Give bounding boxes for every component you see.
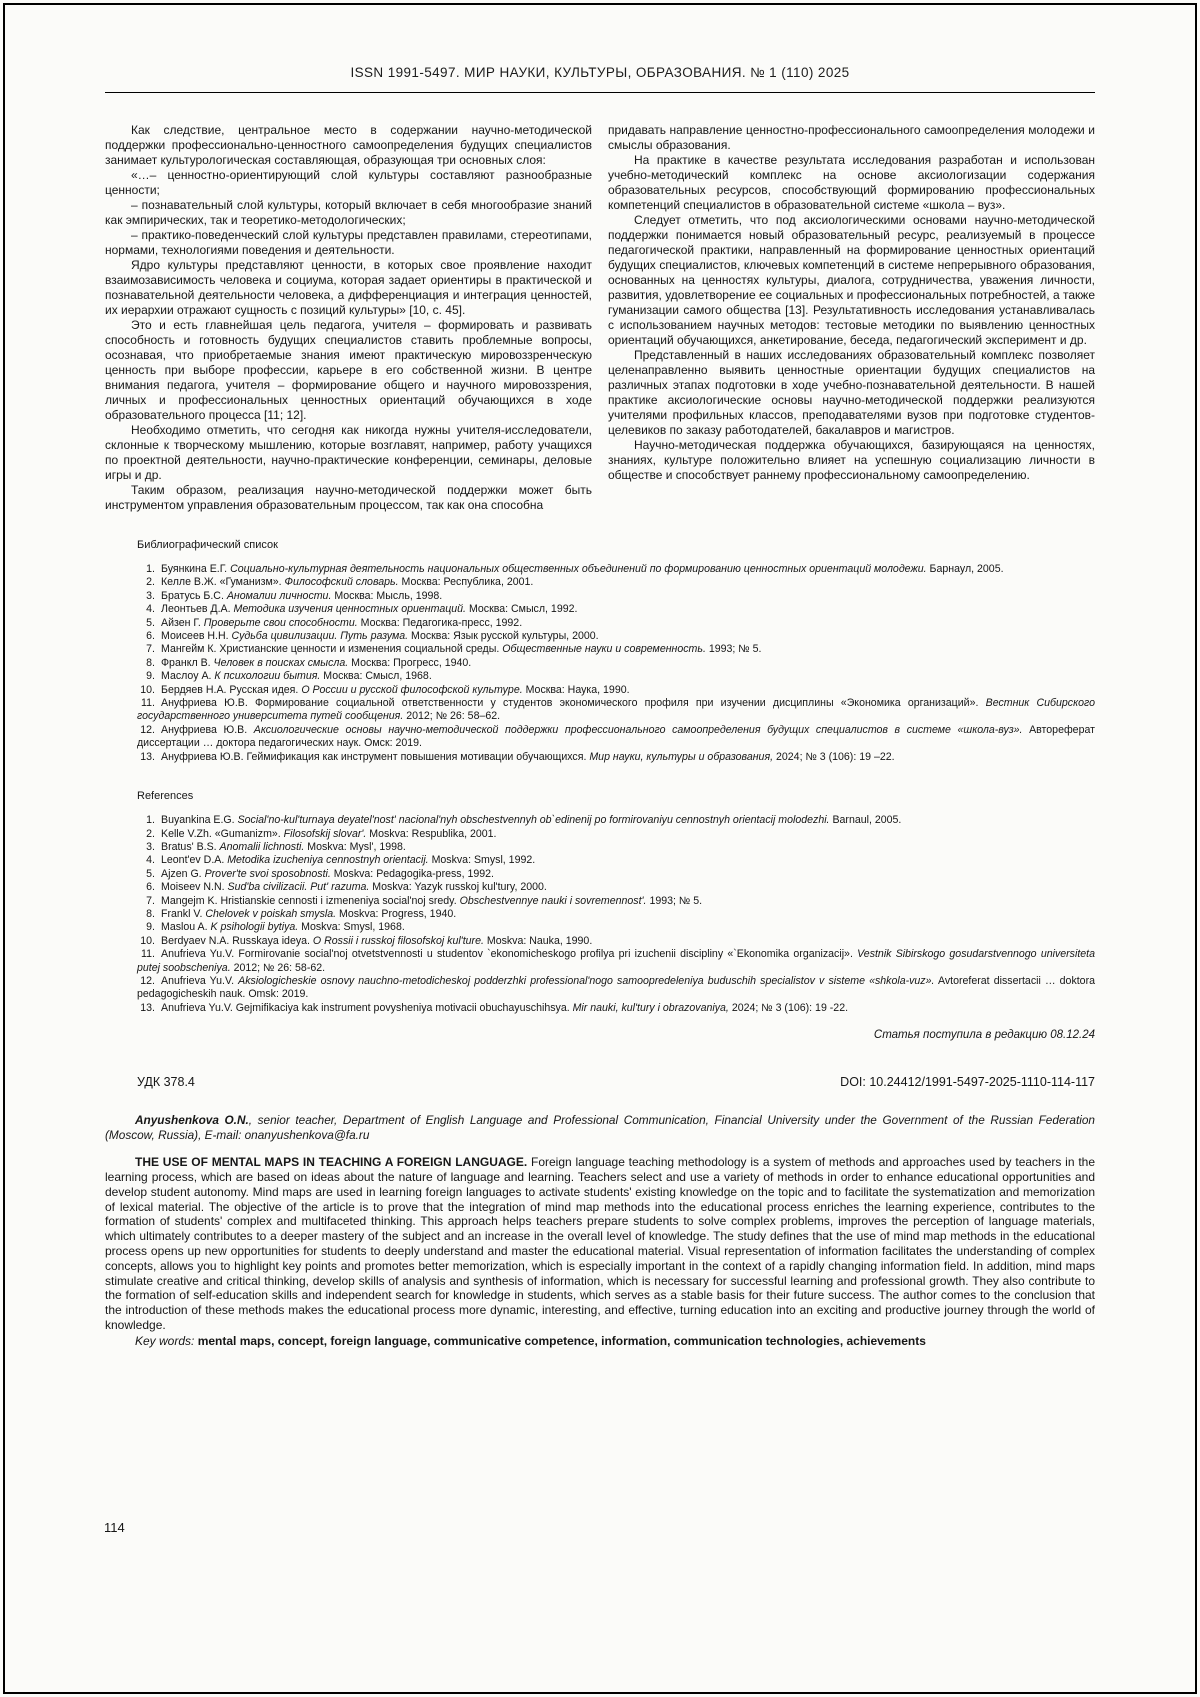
text-segment: Mir nauki, kul'tury i obrazovaniya, <box>572 1001 729 1014</box>
bibliography-item <box>137 684 1095 697</box>
reference-item <box>137 814 1095 827</box>
paragraph: Научно-методическая поддержка обучающихся, базирующаяся на ценностях, знаниях, культуре положительно влияет на успешную социализацию личности в обществе и способствует раннему профессиональному самоопределению. <box>608 438 1095 482</box>
bibliography-item <box>137 670 1095 683</box>
text-segment: K psihologii bytiya. <box>210 921 299 934</box>
reference-item <box>137 921 1095 934</box>
text-segment: Москва: Прогресс, 1940. <box>348 656 472 669</box>
text-segment: 2024; № 3 (106): 19 -22. <box>728 1001 849 1014</box>
text-segment: Моисеев Н.Н. <box>161 630 232 643</box>
item-number: 8. <box>146 907 155 920</box>
references-list <box>137 814 1095 1015</box>
text-segment: Leont'ev D.A. <box>161 854 228 867</box>
paragraph: На практике в качестве результата исследования разработан и использован учебно-методический комплекс на основе аксиологизации содержания образовательных ресурсов, способствующий формированию профессиональных компетенций специалистов в образовательной системе «школа – вуз». <box>608 153 1095 212</box>
reference-item <box>137 908 1095 921</box>
item-number: 2. <box>146 827 155 840</box>
text-segment: О России и русской философской культуре. <box>301 683 523 696</box>
reference-item <box>137 948 1095 975</box>
paragraph: – познавательный слой культуры, который включает в себя многообразие знаний как эмпирических, так и теоретико-методологических; <box>105 198 592 227</box>
item-number: 11. <box>141 948 155 961</box>
right-column <box>608 123 1095 513</box>
reference-item <box>137 1002 1095 1015</box>
text-segment: Anyushenkova O.N. <box>135 1113 249 1128</box>
text-segment: mental maps, concept, foreign language, communicative competence, information, communication technologies, achievements <box>197 1333 926 1348</box>
item-text <box>161 657 471 669</box>
author-info <box>105 1113 1095 1142</box>
reference-item <box>137 841 1095 854</box>
text-segment: 2024; № 3 (106): 19 –22. <box>773 750 895 763</box>
text-segment: Общественные науки и современность. <box>502 643 706 656</box>
page-content <box>105 0 1095 1349</box>
text-segment: Судьба цивилизации. Путь разума. <box>231 630 409 643</box>
paragraph: Следует отметить, что под аксиологическими основами научно-методической поддержки понимается новый образовательный ресурс, реализуемый в процессе педагогической практики, направленный на формирование ценностных ориентаций будущих специалистов, ключевых компетенций в системе непрерывного образования, основанных на ценностях культуры, диалога, сотрудничества, уважения личности, развития, удовлетворение ее социальных и профессиональных потребностей, а также гуманизации самого общества [13]. Результативность исследования устанавливалась с использованием научных методов: тестовые методики по выявлению ценностных ориентаций обучающихся, анкетирование, беседа, педагогический эксперимент и др. <box>608 213 1095 347</box>
text-segment: Avtoreferat dissertacii … doktora pedagogicheskih nauk. Omsk: 2019. <box>137 974 1095 1001</box>
item-number: 13. <box>140 1001 155 1014</box>
text-segment: Aksiologicheskie osnovy nauchno-metodicheskoj podderzhki professional'nogo samoopredeleniya buduschih specialistov v sisteme «shkola-vuz». <box>238 974 935 987</box>
text-segment: Айзен Г. <box>161 616 204 629</box>
paragraph: – практико-поведенческий слой культуры представлен правилами, стереотипами, нормами, технологиями поведения и деятельности. <box>105 228 592 257</box>
text-segment: Методика изучения ценностных ориентаций. <box>233 603 467 616</box>
item-number: 13. <box>140 750 155 763</box>
text-segment: Франкл В. <box>161 656 214 669</box>
text-segment: Anufrieva Yu.V. Formirovanie social'noj otvetstvennosti u studentov `ekonomicheskogo profilya pri izuchenii discipliny «`Ekonomika organizacij». <box>161 948 858 961</box>
text-segment: Metodika izucheniya cennostnyh orientacij. <box>227 854 429 867</box>
item-number: 3. <box>146 589 155 602</box>
text-segment: Мангейм К. Христианские ценности и изменения социальной среды. <box>161 643 503 656</box>
item-text <box>161 895 702 907</box>
bibliography-list <box>137 563 1095 764</box>
bibliography-item <box>137 751 1095 764</box>
item-number: 11. <box>141 697 155 710</box>
text-segment: Moskva: Mysl', 1998. <box>304 840 406 853</box>
text-segment: Барнаул, 2005. <box>926 563 1004 575</box>
text-segment: Bratus' B.S. <box>161 840 220 853</box>
item-text <box>161 868 494 880</box>
item-text <box>161 854 535 866</box>
item-text <box>161 617 522 629</box>
paragraph: придавать направление ценностно-профессионального самоопределения молодежи и смыслы образования. <box>608 123 1095 152</box>
item-text <box>161 814 901 826</box>
text-segment: Barnaul, 2005. <box>829 814 902 827</box>
bibliography-item <box>137 563 1095 576</box>
item-text <box>161 563 1004 575</box>
item-number: 4. <box>146 854 155 867</box>
text-segment: O Rossii i russkoj filosofskoj kul'ture. <box>312 934 484 947</box>
text-segment: К психологии бытия. <box>214 670 321 683</box>
text-segment: Философский словарь. <box>284 576 399 589</box>
item-text <box>161 643 761 655</box>
text-segment: Prover'te svoi sposobnosti. <box>204 867 331 880</box>
bibliography-item <box>137 576 1095 589</box>
text-segment: THE USE OF MENTAL MAPS IN TEACHING A FOREIGN LANGUAGE. <box>135 1155 531 1170</box>
paragraph: Необходимо отметить, что сегодня как никогда нужны учителя-исследователи, склонные к творческому мышлению, которые возглавят, например, работу учащихся по проектной деятельности, научно-практические конференции, семинары, деловые игры и др. <box>105 423 592 482</box>
text-segment: Маслоу А. <box>161 670 215 683</box>
text-segment: Mangejm K. Hristianskie cennosti i izmeneniya social'noj sredy. <box>161 894 460 907</box>
text-segment: Ануфриева Ю.В. Формирование социальной ответственности у студентов экономического профиля при изучении дисциплины «Экономика организаций». <box>161 697 986 710</box>
text-segment: Kelle V.Zh. «Gumanizm». <box>161 827 284 840</box>
text-segment: Moskva: Smysl, 1992. <box>428 854 536 867</box>
text-segment: Москва: Язык русской культуры, 2000. <box>408 630 599 643</box>
udk-code: УДК 378.4 <box>137 1075 195 1090</box>
bibliography-item <box>137 590 1095 603</box>
journal-header: ISSN 1991-5497. МИР НАУКИ, КУЛЬТУРЫ, ОБРАЗОВАНИЯ. № 1 (110) 2025 <box>105 64 1095 93</box>
item-number: 7. <box>146 894 155 907</box>
reference-item <box>137 895 1095 908</box>
bibliography-item <box>137 643 1095 656</box>
item-number: 1. <box>146 814 155 827</box>
item-text <box>161 921 405 933</box>
text-segment: Moskva: Progress, 1940. <box>336 907 457 920</box>
text-segment: Key words: <box>135 1333 198 1348</box>
text-segment: Obschestvennye nauki i sovremennost'. <box>459 894 647 907</box>
item-text <box>137 697 1095 722</box>
doi: DOI: 10.24412/1991-5497-2025-1110-114-117 <box>840 1075 1095 1090</box>
text-segment: 2012; № 26: 58–62. <box>403 710 501 723</box>
text-segment: 2012; № 26: 58-62. <box>230 961 326 974</box>
item-number: 9. <box>146 921 155 934</box>
text-segment: Братусь Б.С. <box>161 589 227 602</box>
bibliography-item <box>137 630 1095 643</box>
item-text <box>137 975 1095 1000</box>
item-text <box>161 841 406 853</box>
text-segment: Бердяев Н.А. Русская идея. <box>161 683 302 696</box>
reference-item <box>137 975 1095 1002</box>
text-segment: Ануфриева Ю.В. <box>161 723 254 736</box>
item-number: 10. <box>140 934 155 947</box>
reference-item <box>137 828 1095 841</box>
keywords <box>105 1334 1095 1349</box>
paragraph: Представленный в наших исследованиях образовательный комплекс позволяет целенаправленно выявить ценностные ориентации будущих специалистов на различных этапах подготовки в ходе учебно-познавательной деятельности. В нашей практике аксиологические основы научно-методической поддержки реализуются учителями профильных классов, преподавателями вузов при подготовке студентов-целевиков по заказу работодателей, бакалавров и магистров. <box>608 348 1095 437</box>
text-segment: Москва: Мысль, 1998. <box>331 589 443 602</box>
item-number: 6. <box>146 881 155 894</box>
item-text <box>161 670 432 682</box>
text-segment: Anufrieva Yu.V. <box>161 974 239 987</box>
paragraph: Ядро культуры представляют ценности, в которых свое проявление находит взаимозависимость человека и социума, которая задает ориентиры в практической и познавательной деятельности человека, а дифференциация и интеграция ценностей, их иерархии отражают сущность с позиций культуры» [10, с. 45]. <box>105 258 592 317</box>
text-segment: Social'no-kul'turnaya deyatel'nost' nacional'nyh obschestvennyh ob`edinenij po formirovaniyu cennostnyh orientacij molodezhi. <box>237 814 830 827</box>
text-segment: Moskva: Nauka, 1990. <box>483 934 593 947</box>
paragraph: Это и есть главнейшая цель педагога, учителя – формировать и развивать способность и готовность будущих специалистов ставить проблемные вопросы, осознавая, что приобретаемые знания имеют практическую мировоззренческую ценность при выборе профессии, карьере в его собственной жизни. В центре внимания педагога, учителя – формирование общего и научного мировоззрения, личных и профессиональных ценностных ориентаций обучающихся в ходе образовательного процесса [11; 12]. <box>105 318 592 422</box>
item-number: 4. <box>146 603 155 616</box>
item-text <box>161 603 577 615</box>
item-text <box>161 1002 848 1014</box>
text-segment: Moiseev N.N. <box>161 881 228 894</box>
text-segment: Келле В.Ж. «Гуманизм». <box>161 576 285 589</box>
item-text <box>161 908 456 920</box>
reference-item <box>137 881 1095 894</box>
text-segment: Moskva: Yazyk russkoj kul'tury, 2000. <box>369 881 547 894</box>
text-segment: Вестник Сибирского государственного университета путей сообщения. <box>137 697 1095 723</box>
udk-doi-row <box>105 1075 1095 1089</box>
item-number: 12. <box>140 723 155 736</box>
reference-item <box>137 868 1095 881</box>
bibliography-item <box>137 657 1095 670</box>
item-number: 3. <box>146 840 155 853</box>
paragraph: Таким образом, реализация научно-методической поддержки может быть инструментом управления образовательным процессом, так как она способна <box>105 483 592 512</box>
text-segment: Moskva: Smysl, 1968. <box>298 921 405 934</box>
paragraph: Как следствие, центральное место в содержании научно-методической поддержки профессионально-ценностного самоопределения будущих специалистов занимает культурологическая составляющая, образующая три основных слоя: <box>105 123 592 167</box>
text-segment: Ajzen G. <box>161 867 205 880</box>
bibliography-item <box>137 603 1095 616</box>
item-number: 2. <box>146 576 155 589</box>
item-text <box>161 751 895 763</box>
item-text <box>137 948 1095 973</box>
left-column <box>105 123 592 513</box>
text-segment: Москва: Наука, 1990. <box>522 683 630 696</box>
item-text <box>161 881 547 893</box>
item-text <box>137 724 1095 749</box>
page-number: 114 <box>104 1520 125 1535</box>
received-note: Статья поступила в редакцию 08.12.24 <box>873 1029 1095 1042</box>
bibliography-item <box>137 697 1095 724</box>
text-segment: Москва: Педагогика-пресс, 1992. <box>357 616 523 629</box>
text-segment: Buyankina E.G. <box>161 814 238 827</box>
paragraph: «…– ценностно-ориентирующий слой культуры составляют разнообразные ценности; <box>105 168 592 197</box>
item-number: 5. <box>146 867 155 880</box>
bibliography-item <box>137 617 1095 630</box>
abstract <box>105 1155 1095 1333</box>
item-text <box>161 576 533 588</box>
item-text <box>161 935 592 947</box>
text-segment: Anufrieva Yu.V. Gejmifikaciya kak instrument povysheniya motivacii obuchayuschihsya. <box>161 1001 573 1014</box>
item-number: 6. <box>146 630 155 643</box>
text-segment: Москва: Республика, 2001. <box>398 576 534 589</box>
references-title: References <box>137 790 194 803</box>
item-text <box>161 684 630 696</box>
bibliography-item <box>137 724 1095 751</box>
item-number: 12. <box>140 974 155 987</box>
text-segment: , senior teacher, Department of English Language and Professional Communication, Financial University under the Government of the Russian Federation (Moscow, Russia), E-mail: onanyushenkova@fa.ru <box>105 1113 1095 1142</box>
text-segment: Filosofskij slovar'. <box>283 827 367 840</box>
text-segment: Vestnik Sibirskogo gosudarstvennogo universiteta putej soobscheniya. <box>137 948 1095 974</box>
reference-item <box>137 935 1095 948</box>
text-segment: Аномалии личности. <box>226 589 332 602</box>
text-segment: Автореферат диссертации … доктора педагогических наук. Омск: 2019. <box>137 723 1095 750</box>
item-number: 7. <box>146 643 155 656</box>
references-section <box>105 790 1095 1015</box>
text-segment: Anomalii lichnosti. <box>219 840 305 853</box>
text-segment: Ануфриева Ю.В. Геймификация как инструмент повышения мотивации обучающихся. <box>161 750 590 763</box>
text-segment: Проверьте свои способности. <box>203 616 358 629</box>
text-segment: Москва: Смысл, 1968. <box>320 670 432 683</box>
text-segment: Москва: Смысл, 1992. <box>466 603 578 616</box>
text-segment: 1993; № 5. <box>705 643 762 656</box>
item-number: 1. <box>146 563 155 575</box>
reference-item <box>137 854 1095 867</box>
text-segment: Berdyaev N.A. Russkaya ideya. <box>161 934 313 947</box>
text-segment: Аксиологические основы научно-методической поддержки профессионального самоопределения будущих специалистов в системе «школа-вуз». <box>253 723 1023 736</box>
item-text <box>161 828 496 840</box>
text-segment: Мир науки, культуры и образования, <box>589 750 774 763</box>
text-segment: Леонтьев Д.А. <box>161 603 234 616</box>
text-segment: 1993; № 5. <box>646 894 703 907</box>
text-segment: Человек в поисках смысла. <box>213 656 349 669</box>
text-segment: Foreign language teaching methodology is a system of methods and approaches used by teachers in the learning process, which are based on ideas about the nature of language and learning. Teachers select and use a variety of methods in order to enhance educational opportunities and develop student autonomy. Mind maps are used in learning foreign languages to activate students' existing knowledge on the topic and to facilitate the systematization and memorization of lexical material. The objective of the article is to prove that the integration of mind map methods into the educational process enriches the learning experience, contributes to the formation of students' complex and multifaceted thinking. This approach helps teachers prepare students to solve complex problems, improves the perception of language materials, which ultimately contributes to a deeper mastery of the subject and an increase in the overall level of knowledge. The study defines that the use of mind map methods in the educational process opens up new opportunities for students to deeply understand and master the educational material. Visual representation of information facilitates the understanding of complex concepts, allows you to highlight key points and promotes better memorization, which is especially important in the context of a rapidly changing information field. In addition, mind maps stimulate creative and critical thinking, develop skills of analysis and synthesis of information, which is necessary for successful learning and professional growth. They also contribute to the formation of self-education skills and independent search for knowledge in students, which serves as a stable basis for their future success. The author comes to the conclusion that the introduction of these methods makes the educational process more dynamic, interesting, and effective, turning education into an exciting and productive journey through the world of knowledge. <box>105 1155 1095 1332</box>
item-number: 9. <box>146 670 155 683</box>
text-segment: Социально-культурная деятельность национальных общественных объединений по формированию ценностных ориентаций молодежи. <box>230 563 927 575</box>
article-body <box>105 123 1095 513</box>
item-text <box>161 630 599 642</box>
item-number: 8. <box>146 656 155 669</box>
bibliography-title: Библиографический список <box>137 539 278 551</box>
bibliography-section <box>105 539 1095 764</box>
text-segment: Maslou A. <box>161 921 211 934</box>
text-segment: Буянкина Е.Г. <box>161 563 231 575</box>
text-segment: Moskva: Pedagogika-press, 1992. <box>330 867 494 880</box>
item-number: 10. <box>140 683 155 696</box>
item-number: 5. <box>146 616 155 629</box>
item-text <box>161 590 442 602</box>
text-segment: Moskva: Respublika, 2001. <box>366 827 497 840</box>
text-segment: Chelovek v poiskah smysla. <box>205 907 337 920</box>
text-segment: Frankl V. <box>161 907 206 920</box>
text-segment: Sud'ba civilizacii. Put' razuma. <box>227 881 370 894</box>
